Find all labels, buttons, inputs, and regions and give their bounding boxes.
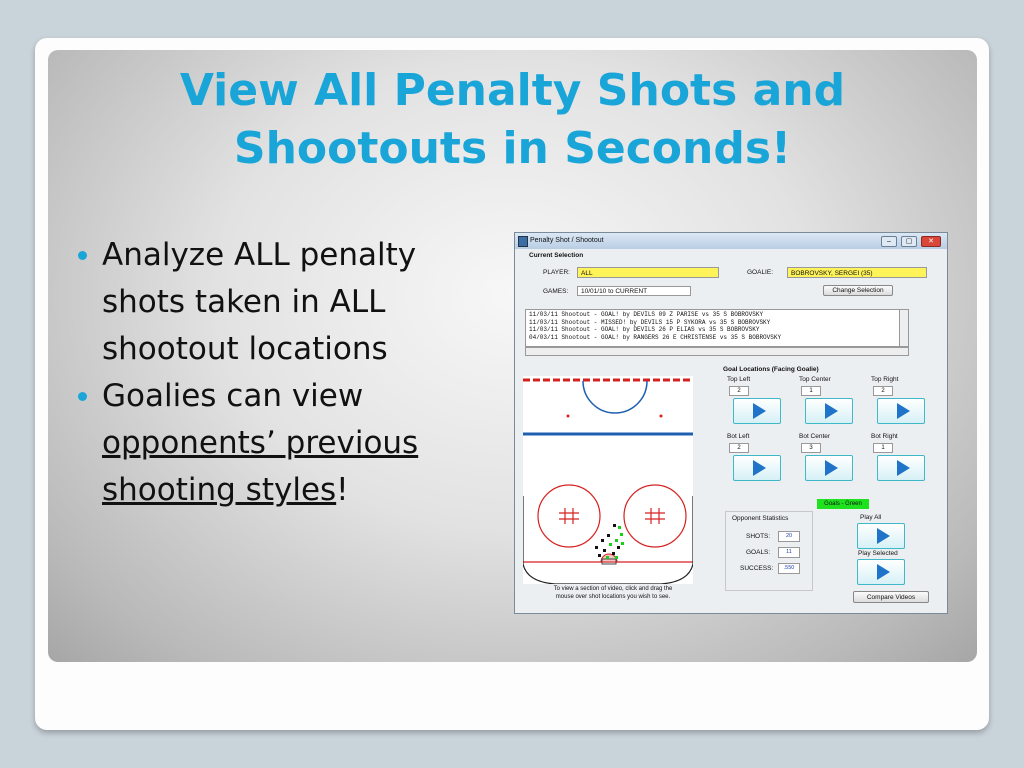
bullet-suffix: ! [336,472,349,508]
play-icon [877,528,890,544]
bullet-dot-icon [78,251,87,260]
location-bot-right [867,433,933,485]
location-count: 2 [729,386,749,396]
location-count: 1 [801,386,821,396]
goalie-label: GOALIE: [747,269,774,276]
location-count: 1 [873,443,893,453]
play-all-button[interactable] [857,523,905,549]
play-top-right-button[interactable] [877,398,925,424]
bullet-dot-icon [78,392,87,401]
play-icon [825,403,838,419]
location-count: 2 [729,443,749,453]
shot-list-horizontal-scrollbar[interactable] [525,347,909,356]
play-icon [753,403,766,419]
opponents-styles-link[interactable]: opponents’ previous shooting styles [102,425,419,508]
window-titlebar[interactable] [515,233,947,249]
goals-label: GOALS: [746,549,771,556]
play-top-left-button[interactable] [733,398,781,424]
play-selected-button[interactable] [857,559,905,585]
shot-list[interactable] [525,309,909,347]
opponent-statistics-panel [725,511,813,591]
location-label: Bot Center [799,433,831,440]
play-selected-label: Play Selected [858,550,898,557]
shot-list-item[interactable]: 11/03/11 Shootout - GOAL! by DEVILS 09 Z PARISE vs 35 S BOBROVSKY [529,311,764,318]
location-bot-center [795,433,861,485]
shot-list-item[interactable]: 11/03/11 Shootout - GOAL! by DEVILS 26 P ELIAS vs 35 S BOBROVSKY [529,326,760,334]
goal-locations-title: Goal Locations (Facing Goalie) [723,366,819,373]
center-circle [583,381,647,413]
location-label: Top Center [799,376,831,383]
change-selection-button[interactable]: Change Selection [823,285,893,296]
games-field[interactable]: 10/01/10 to CURRENT [577,286,691,296]
location-label: Bot Right [871,433,898,440]
hint-line-2: mouse over shot locations you wish to see. [555,594,671,600]
penalty-shot-window [514,232,948,614]
location-top-right [867,376,933,428]
location-count: 2 [873,386,893,396]
rink-hint-text [523,585,703,601]
goalie-field[interactable]: BOBROVSKY, SERGEI (35) [787,267,927,278]
shots-label: SHOTS: [746,533,771,540]
current-selection-label: Current Selection [529,252,584,259]
app-icon [518,236,528,247]
play-icon [897,403,910,419]
opponent-statistics-title: Opponent Statistics [732,515,789,522]
shots-value: 20 [778,531,800,542]
games-label: GAMES: [543,288,569,295]
bullet-text: Goalies can view [102,378,364,414]
close-button[interactable]: ✕ [921,236,941,247]
play-bot-right-button[interactable] [877,455,925,481]
success-value: .550 [778,563,800,574]
bullet-list [72,232,482,514]
faceoff-hash-left [559,508,579,524]
window-title: Penalty Shot / Shootout [530,237,604,244]
play-all-label: Play All [860,514,882,521]
minimize-button[interactable]: – [881,236,897,247]
location-top-left [723,376,789,428]
play-icon [877,564,890,580]
play-icon [897,460,910,476]
compare-videos-button[interactable]: Compare Videos [853,591,929,603]
bullet-item-goalies [72,373,482,514]
faceoff-hash-right [645,508,665,524]
faceoff-dot [660,415,663,418]
play-bot-left-button[interactable] [733,455,781,481]
location-label: Top Left [727,376,751,383]
player-label: PLAYER: [543,269,570,276]
goals-value: 11 [778,547,800,558]
shot-list-item[interactable]: 11/03/11 Shootout - MISSED! by DEVILS 15 P SYKORA vs 35 S BOBROVSKY [529,318,771,326]
hint-line-1: To view a section of video, click and drag the [553,586,673,592]
faceoff-circle-left [538,485,600,547]
bullet-text: Analyze ALL penalty shots taken in ALL shootout locations [102,237,417,367]
player-field[interactable]: ALL [577,267,719,278]
rink-drawing[interactable] [523,376,693,584]
location-count: 3 [801,443,821,453]
location-label: Top Right [871,376,899,383]
maximize-button[interactable]: ▢ [901,236,917,247]
faceoff-circle-right [624,485,686,547]
goals-legend-badge: Goals - Green [817,499,869,509]
location-bot-left [723,433,789,485]
play-icon [753,460,766,476]
play-icon [825,460,838,476]
location-label: Bot Left [727,433,750,440]
bullet-item-analyze [72,232,482,373]
location-top-center [795,376,861,428]
shot-list-vertical-scrollbar[interactable] [899,309,909,347]
shot-list-item[interactable]: 04/03/11 Shootout - GOAL! by RANGERS 26 E CHRISTENSE vs 35 S BOBROVSKY [529,333,782,341]
play-bot-center-button[interactable] [805,455,853,481]
faceoff-dot [567,415,570,418]
play-top-center-button[interactable] [805,398,853,424]
slide-title: View All Penalty Shots and Shootouts in Seconds! [179,65,846,174]
rink-diagram[interactable] [523,376,693,584]
success-label: SUCCESS: [740,565,774,572]
